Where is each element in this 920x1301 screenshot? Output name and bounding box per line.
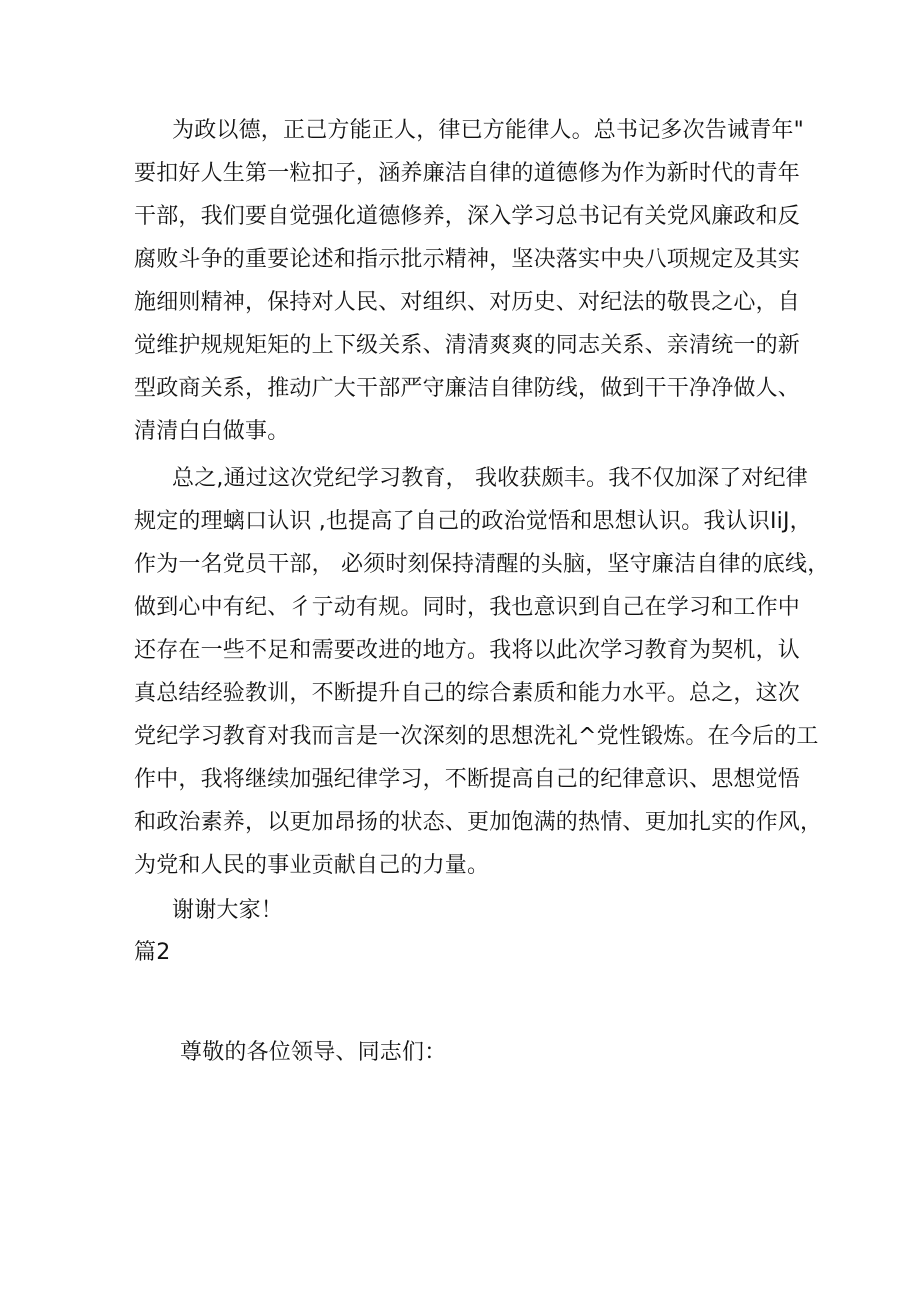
paragraph-line: 做到心中有纪、彳亍动有规。同时，我也意识到自己在学习和工作中 [134, 595, 801, 620]
paragraph-line: 党纪学习教育对我而言是一次深刻的思想洗礼^党性锻炼。在今后的工 [134, 724, 819, 749]
paragraph-line: 和政治素养，以更加昂扬的状态、更加饱满的热情、更加扎实的作风， [134, 810, 823, 835]
paragraph-line: 觉维护规规矩矩的上下级关系、清清爽爽的同志关系、亲清统一的新 [134, 333, 801, 358]
paragraph-line: 总之,通过这次党纪学习教育， 我收获颇丰。我不仅加深了对纪律 [172, 466, 808, 491]
paragraph-line: 干部，我们要自觉强化道德修养，深入学习总书记有关党风廉政和反 [134, 204, 801, 229]
paragraph-line: 真总结经验教训，不断提升自己的综合素质和能力水平。总之，这次 [134, 681, 801, 706]
paragraph-line: 腐败斗争的重要论述和指示批示精神，坚决落实中央八项规定及其实 [134, 247, 801, 272]
paragraph-line: 清清白白做事。 [134, 419, 290, 444]
paragraph-line: 为政以德，正己方能正人，律已方能律人。总书记多次告诫青年" [172, 118, 804, 143]
paragraph-line: 为党和人民的事业贡献自己的力量。 [134, 853, 490, 878]
paragraph-line: 作为一名党员干部， 必须时刻保持清醒的头脑，坚守廉洁自律的底线， [134, 552, 830, 577]
paragraph-line: 型政商关系，推动广大干部严守廉洁自律防线，做到干干净净做人、 [134, 376, 801, 401]
closing-thanks: 谢谢大家！ [172, 898, 284, 923]
paragraph-line: 作中，我将继续加强纪律学习，不断提高自己的纪律意识、思想觉悟 [134, 767, 801, 792]
salutation: 尊敬的各位领导、同志们： [180, 1040, 447, 1065]
paragraph-line: 规定的理螭口认识 ,也提高了自己的政治觉悟和思想认识。我认识IiJ， [134, 509, 812, 534]
paragraph-line: 还存在一些不足和需要改进的地方。我将以此次学习教育为契机，认 [134, 638, 801, 663]
paragraph-line: 施细则精神，保持对人民、对组织、对历史、对纪法的敬畏之心，自 [134, 290, 801, 315]
paragraph-line: 要扣好人生第一粒扣子，涵养廉洁自律的道德修为作为新时代的青年 [134, 161, 801, 186]
section-heading: 篇2 [134, 940, 171, 965]
